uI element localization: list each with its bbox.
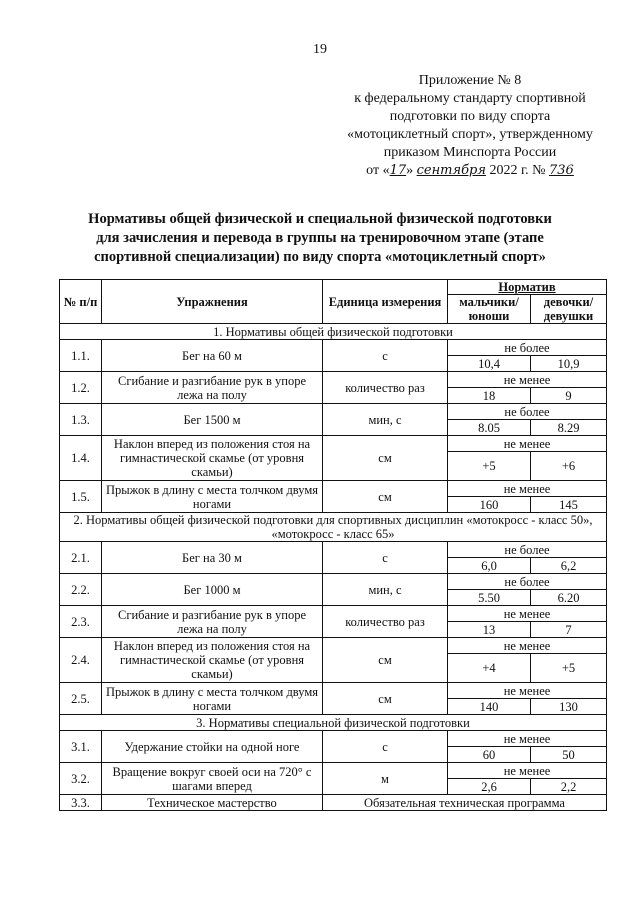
table-row [60, 683, 607, 699]
unit: см [323, 436, 448, 481]
row-number: 3.3. [60, 795, 102, 811]
table-row [60, 795, 607, 811]
table-row [60, 542, 607, 558]
norm-limit: не более [448, 404, 607, 420]
norm-limit: не более [448, 340, 607, 356]
exercise-name: Бег на 30 м [102, 542, 323, 574]
value-boys: 160 [448, 497, 531, 513]
norm-limit: не менее [448, 763, 607, 779]
value-boys: 8.05 [448, 420, 531, 436]
table-row [60, 372, 607, 388]
exercise-name: Техническое мастерство [102, 795, 323, 811]
value-boys: 18 [448, 388, 531, 404]
title-line: Нормативы общей физической и специальной физической подготовки [88, 211, 552, 227]
value-girls: 9 [531, 388, 607, 404]
date-year: 2022 г. № [489, 163, 546, 178]
row-number: 2.5. [60, 683, 102, 715]
appendix-line: подготовки по виду спорта [389, 109, 551, 124]
row-number: 2.4. [60, 638, 102, 683]
value-girls: 6,2 [531, 558, 607, 574]
table-row [60, 436, 607, 452]
norms-body [60, 324, 607, 811]
value-girls: 8.29 [531, 420, 607, 436]
title-line: спортивной специализации) по виду спорта «мотоциклетный спорт» [94, 249, 546, 265]
table-row [60, 731, 607, 747]
exercise-name: Вращение вокруг своей оси на 720° с шагами вперед [102, 763, 323, 795]
date-day: 17 [389, 163, 407, 178]
exercise-name: Бег 1500 м [102, 404, 323, 436]
unit: количество раз [323, 606, 448, 638]
table-row [60, 606, 607, 622]
value-girls: 2,2 [531, 779, 607, 795]
norm-limit: не более [448, 542, 607, 558]
row-number: 2.2. [60, 574, 102, 606]
unit: с [323, 542, 448, 574]
exercise-name: Прыжок в длину с места толчком двумя ногами [102, 481, 323, 513]
table-row [60, 574, 607, 590]
exercise-name: Бег 1000 м [102, 574, 323, 606]
table-row [60, 638, 607, 654]
page-number: 19 [313, 42, 327, 57]
section-row [60, 324, 607, 340]
title-line: для зачисления и перевода в группы на тренировочном этапе (этапе [96, 230, 544, 246]
section-title: 1. Нормативы общей физической подготовки [60, 324, 607, 340]
value-boys: 140 [448, 699, 531, 715]
value-boys: 5.50 [448, 590, 531, 606]
table-row [60, 763, 607, 779]
header-girls: девочки/ девушки [531, 295, 607, 324]
header-norm: Норматив [448, 280, 607, 295]
value-girls: 7 [531, 622, 607, 638]
unit: с [323, 340, 448, 372]
value-girls: +5 [531, 654, 607, 683]
section-row [60, 715, 607, 731]
row-number: 2.1. [60, 542, 102, 574]
exercise-name: Сгибание и разгибание рук в упоре лежа на полу [102, 372, 323, 404]
value-boys: 13 [448, 622, 531, 638]
row-number: 1.3. [60, 404, 102, 436]
unit: м [323, 763, 448, 795]
table-row [60, 340, 607, 356]
norm-limit: не менее [448, 683, 607, 699]
unit: см [323, 638, 448, 683]
value-boys: 2,6 [448, 779, 531, 795]
header-boys: мальчики/ юноши [448, 295, 531, 324]
value-boys: +5 [448, 452, 531, 481]
order-date-line [330, 162, 610, 180]
row-number: 3.2. [60, 763, 102, 795]
unit: мин, с [323, 574, 448, 606]
value-girls: 145 [531, 497, 607, 513]
norm-limit: не менее [448, 606, 607, 622]
date-prefix: от « [366, 163, 390, 178]
appendix-line: «мотоциклетный спорт», утвержденному [347, 127, 593, 142]
exercise-name: Наклон вперед из положения стоя на гимнастической скамье (от уровня скамьи) [102, 436, 323, 481]
exercise-name: Наклон вперед из положения стоя на гимнастической скамье (от уровня скамьи) [102, 638, 323, 683]
norm-limit: не менее [448, 731, 607, 747]
row-number: 3.1. [60, 731, 102, 763]
norm-limit: не менее [448, 481, 607, 497]
exercise-name: Удержание стойки на одной ноге [102, 731, 323, 763]
appendix-line: к федеральному стандарту спортивной [354, 91, 586, 106]
norm-limit: не более [448, 574, 607, 590]
date-month: сентября [416, 163, 486, 178]
value-boys: 6,0 [448, 558, 531, 574]
document-title [70, 210, 570, 267]
program-requirement: Обязательная техническая программа [323, 795, 607, 811]
row-number: 1.2. [60, 372, 102, 404]
section-title: 3. Нормативы специальной физической подготовки [60, 715, 607, 731]
section-title: 2. Нормативы общей физической подготовки для спортивных дисциплин «мотокросс - класс 50», «мотокросс - класс 65» [60, 513, 607, 542]
unit: мин, с [323, 404, 448, 436]
exercise-name: Сгибание и разгибание рук в упоре лежа на полу [102, 606, 323, 638]
norm-limit: не менее [448, 436, 607, 452]
value-girls: 6.20 [531, 590, 607, 606]
value-girls: 130 [531, 699, 607, 715]
exercise-name: Прыжок в длину с места толчком двумя ногами [102, 683, 323, 715]
appendix-line: Приложение № 8 [418, 73, 522, 88]
date-mid: » [406, 163, 414, 178]
row-number: 2.3. [60, 606, 102, 638]
section-row [60, 513, 607, 542]
value-boys: +4 [448, 654, 531, 683]
appendix-header [330, 72, 610, 180]
value-girls: 10,9 [531, 356, 607, 372]
unit: количество раз [323, 372, 448, 404]
exercise-name: Бег на 60 м [102, 340, 323, 372]
unit: с [323, 731, 448, 763]
value-boys: 60 [448, 747, 531, 763]
norm-limit: не менее [448, 372, 607, 388]
value-boys: 10,4 [448, 356, 531, 372]
appendix-line: приказом Минспорта России [383, 145, 557, 160]
value-girls: 50 [531, 747, 607, 763]
unit: см [323, 683, 448, 715]
order-number: 736 [549, 163, 574, 178]
header-num: № п/п [60, 280, 102, 324]
table-row [60, 404, 607, 420]
row-number: 1.1. [60, 340, 102, 372]
header-exercise: Упражнения [102, 280, 323, 324]
header-unit: Единица измерения [323, 280, 448, 324]
value-girls: +6 [531, 452, 607, 481]
norms-table [59, 279, 607, 811]
unit: см [323, 481, 448, 513]
norm-limit: не менее [448, 638, 607, 654]
row-number: 1.4. [60, 436, 102, 481]
row-number: 1.5. [60, 481, 102, 513]
table-row [60, 481, 607, 497]
